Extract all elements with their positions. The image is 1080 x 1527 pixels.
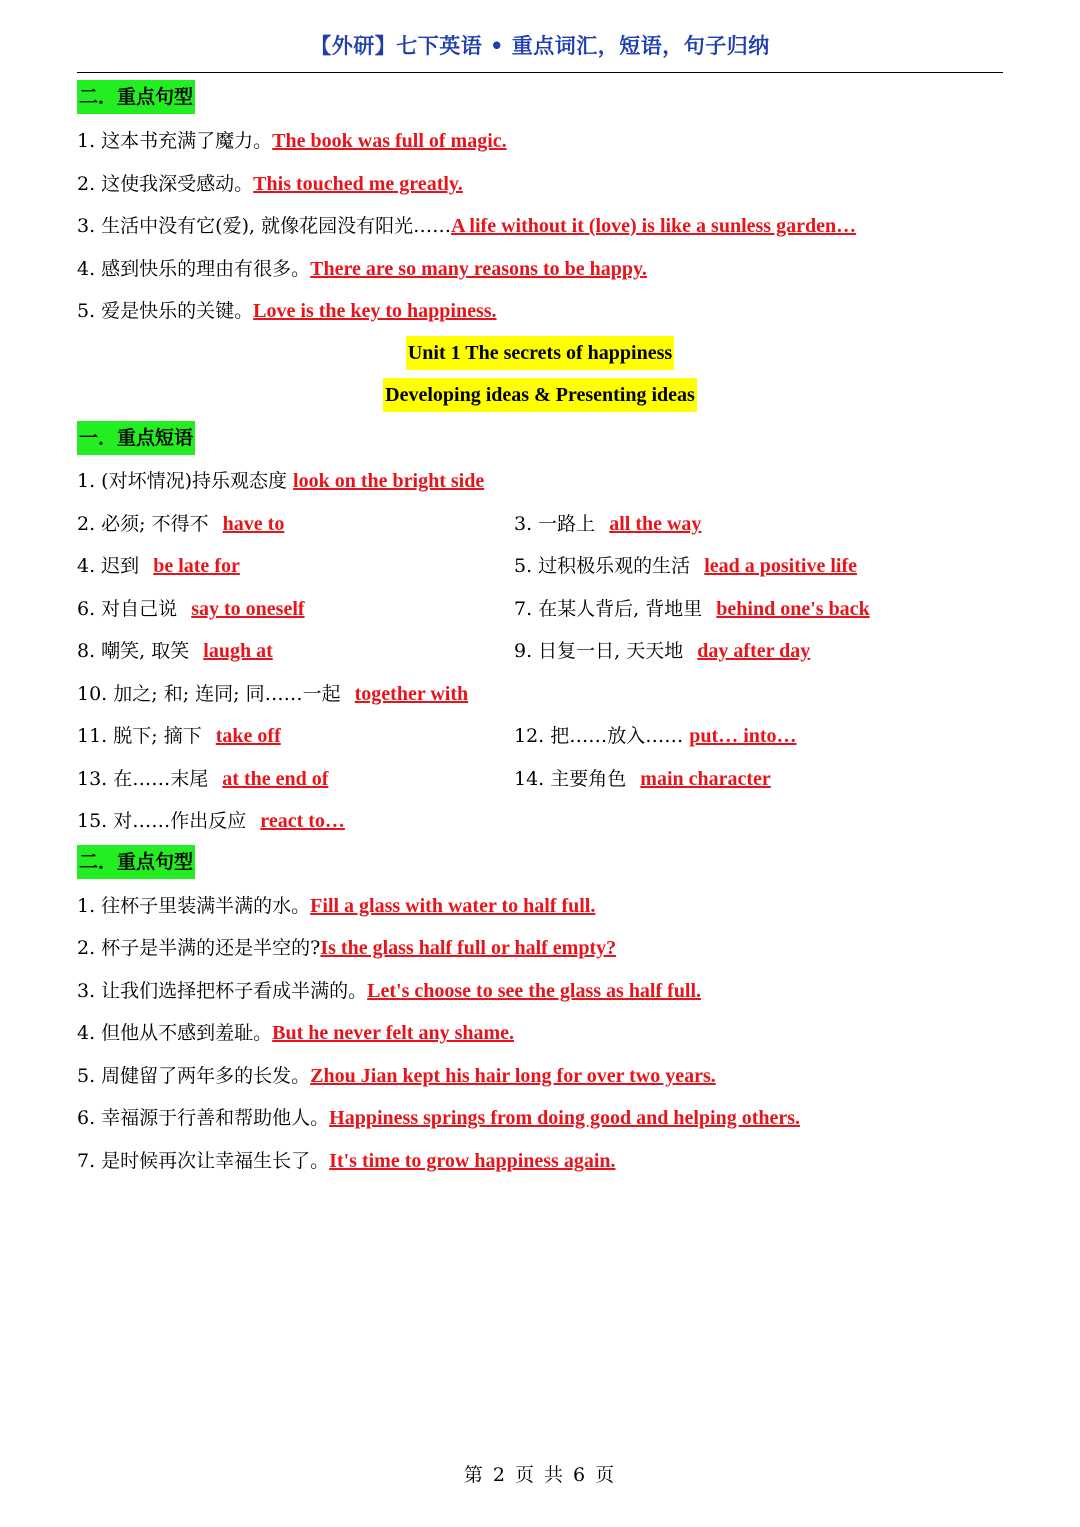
- sentence-english: Is the glass half full or half empty?: [320, 937, 617, 959]
- sentence-english: Happiness springs from doing good and helping others.: [329, 1107, 801, 1129]
- sentence-chinese: 5. 爱是快乐的关键。: [77, 300, 254, 322]
- sentence-item: [77, 211, 856, 241]
- phrase-item: [77, 509, 284, 539]
- sentence-item: [77, 296, 497, 326]
- phrase-item: [77, 721, 281, 751]
- phrase-english: lead a positive life: [704, 555, 857, 577]
- phrase-chinese: 10. 加之; 和; 连同; 同……一起: [77, 683, 347, 705]
- sentence-english: The book was full of magic.: [272, 130, 507, 152]
- phrase-item: [77, 636, 273, 666]
- sentence-chinese: 4. 但他从不感到羞耻。: [77, 1022, 273, 1044]
- phrase-chinese: 1. (对坏情况)持乐观态度: [77, 470, 294, 492]
- sentence-english: It's time to grow happiness again.: [329, 1150, 616, 1172]
- unit-title-row: [0, 336, 1080, 370]
- section-label-key-sentences: 二．重点句型: [77, 80, 195, 114]
- document-header: 【外研】七下英语 • 重点词汇，短语，句子归纳: [310, 33, 770, 58]
- sentence-english: This touched me greatly.: [253, 173, 463, 195]
- phrase-chinese: 12. 把……放入……: [514, 725, 690, 747]
- phrase-item: [514, 636, 810, 666]
- phrase-chinese: 6. 对自己说: [77, 598, 184, 620]
- phrase-item: [77, 764, 328, 794]
- phrase-chinese: 7. 在某人背后, 背地里: [514, 598, 709, 620]
- sentence-item: [77, 1146, 616, 1176]
- phrase-chinese: 3. 一路上: [514, 513, 602, 535]
- phrase-item: [77, 806, 345, 836]
- phrase-english: be late for: [153, 555, 240, 577]
- sentence-chinese: 1. 往杯子里装满半满的水。: [77, 895, 311, 917]
- sentence-item: [77, 976, 701, 1006]
- sentence-english: A life without it (love) is like a sunless garden…: [451, 215, 857, 237]
- phrase-item: [77, 466, 484, 496]
- phrase-english: react to…: [260, 810, 345, 832]
- sentence-chinese: 5. 周健留了两年多的长发。: [77, 1065, 311, 1087]
- phrase-chinese: 5. 过积极乐观的生活: [514, 555, 697, 577]
- sentence-chinese: 1. 这本书充满了魔力。: [77, 130, 273, 152]
- phrase-english: look on the bright side: [293, 470, 485, 492]
- sentence-chinese: 3. 让我们选择把杯子看成半满的。: [77, 980, 368, 1002]
- sentence-item: [77, 254, 647, 284]
- phrase-english: behind one's back: [716, 598, 870, 620]
- phrase-english: at the end of: [222, 768, 329, 790]
- phrase-chinese: 4. 迟到: [77, 555, 146, 577]
- phrase-english: put… into…: [689, 725, 797, 747]
- sentence-chinese: 6. 幸福源于行善和帮助他人。: [77, 1107, 330, 1129]
- unit-title: Unit 1 The secrets of happiness: [406, 336, 674, 370]
- sentence-chinese: 7. 是时候再次让幸福生长了。: [77, 1150, 330, 1172]
- page-number-footer: 第 2 页 共 6 页: [463, 1464, 617, 1486]
- header-divider: [77, 72, 1003, 73]
- sentence-english: Let's choose to see the glass as half full.: [367, 980, 702, 1002]
- phrase-english: have to: [222, 513, 285, 535]
- sentence-item: [77, 1061, 716, 1091]
- phrase-item: [77, 594, 305, 624]
- sentence-english: Fill a glass with water to half full.: [310, 895, 596, 917]
- section-label-key-sentences: 二．重点句型: [77, 845, 195, 879]
- phrase-chinese: 13. 在……末尾: [77, 768, 215, 790]
- unit-subtitle-row: [0, 378, 1080, 412]
- sentence-item: [77, 126, 507, 156]
- phrase-english: take off: [215, 725, 281, 747]
- sentence-item: [77, 891, 595, 921]
- sentence-chinese: 3. 生活中没有它(爱), 就像花园没有阳光……: [77, 215, 452, 237]
- phrase-item: [514, 509, 701, 539]
- sentence-item: [77, 1103, 800, 1133]
- phrase-english: laugh at: [203, 640, 273, 662]
- phrase-english: main character: [640, 768, 771, 790]
- sentence-item: [77, 169, 463, 199]
- phrase-chinese: 15. 对……作出反应: [77, 810, 253, 832]
- phrase-chinese: 8. 嘲笑, 取笑: [77, 640, 196, 662]
- sentence-chinese: 2. 这使我深受感动。: [77, 173, 254, 195]
- phrase-item: [77, 551, 240, 581]
- unit-subtitle: Developing ideas & Presenting ideas: [383, 378, 697, 412]
- phrase-item: [77, 679, 468, 709]
- section-label-key-phrases: 一．重点短语: [77, 421, 195, 455]
- sentence-item: [77, 1018, 514, 1048]
- sentence-english: There are so many reasons to be happy.: [310, 258, 647, 280]
- phrase-item: [514, 764, 771, 794]
- sentence-english: But he never felt any shame.: [272, 1022, 515, 1044]
- phrase-chinese: 11. 脱下; 摘下: [77, 725, 208, 747]
- phrase-item: [514, 551, 857, 581]
- phrase-chinese: 2. 必须; 不得不: [77, 513, 215, 535]
- sentence-chinese: 4. 感到快乐的理由有很多。: [77, 258, 311, 280]
- sentence-item: [77, 933, 616, 963]
- phrase-item: [514, 721, 797, 751]
- phrase-english: all the way: [609, 513, 702, 535]
- phrase-english: day after day: [697, 640, 811, 662]
- phrase-english: together with: [354, 683, 469, 705]
- phrase-chinese: 14. 主要角色: [514, 768, 633, 790]
- phrase-english: say to oneself: [191, 598, 305, 620]
- phrase-chinese: 9. 日复一日, 天天地: [514, 640, 690, 662]
- phrase-item: [514, 594, 870, 624]
- sentence-english: Zhou Jian kept his hair long for over two years.: [310, 1065, 716, 1087]
- sentence-english: Love is the key to happiness.: [253, 300, 497, 322]
- sentence-chinese: 2. 杯子是半满的还是半空的?: [77, 937, 321, 959]
